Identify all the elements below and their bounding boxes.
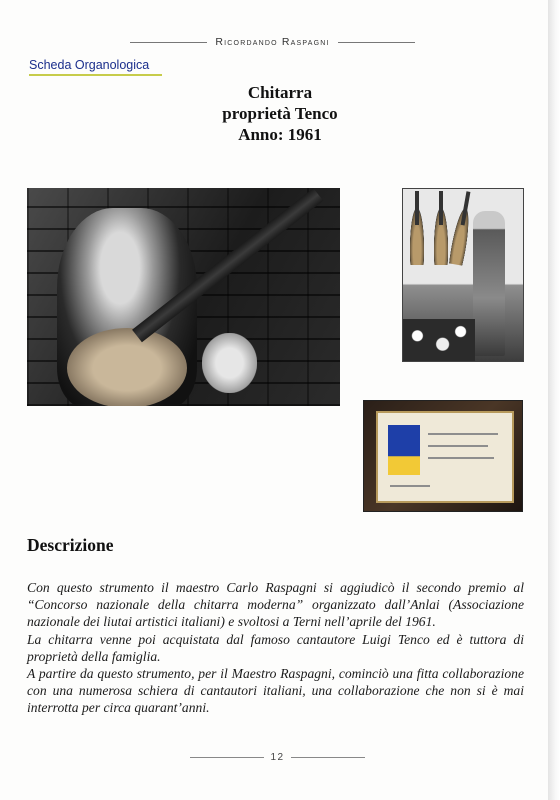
description-paragraph: La chitarra venne poi acquistata dal famoso cantautore Luigi Tenco ed è tuttora di proprietà della famiglia. (27, 631, 524, 664)
photo-guitar-exhibit (402, 188, 524, 362)
header-rule-right (338, 42, 415, 43)
running-header (130, 36, 415, 48)
diploma-text-line (428, 445, 488, 447)
running-title: Ricordando Raspagni (215, 36, 330, 48)
diploma-paper (376, 411, 514, 503)
description-paragraph: Con questo strumento il maestro Carlo Raspagni si aggiudicò il secondo premio al “Concorso nazionale della chitarra moderna” organizzato dall’Anlai (Associazione nazionale dei liutai artistici italiani) e svoltosi a Terni nell’aprile del 1961. (27, 580, 524, 630)
diploma-poster (388, 425, 420, 475)
header-rule-left (130, 42, 207, 43)
page-footer (190, 752, 365, 763)
standing-man (473, 211, 505, 356)
page-edge (548, 0, 560, 800)
photo-framed-diploma (363, 400, 523, 512)
description-paragraph: A partire da questo strumento, per il Maestro Raspagni, cominciò una fitta collaborazione con una numerosa schiera di cantautori italiani, una collaborazione che non si è mai interrotta per circa quarant’anni. (27, 666, 524, 716)
title-line-1: Chitarra (247, 83, 313, 102)
fretting-hand (202, 333, 257, 393)
photo-guitarist-playing (27, 188, 340, 406)
displayed-guitar (433, 203, 449, 265)
footer-rule-left (190, 757, 264, 758)
description-body (27, 579, 524, 717)
diploma-text-line (428, 433, 498, 435)
displayed-guitar (448, 202, 475, 266)
diploma-text-line (428, 457, 494, 459)
diploma-text-line (390, 485, 430, 487)
page-number: 12 (270, 752, 285, 763)
description-heading: Descrizione (27, 535, 114, 555)
guitar-body (67, 328, 187, 406)
flower-arrangement (403, 319, 475, 361)
displayed-guitar (409, 203, 425, 265)
title-line-2: proprietà Tenco (222, 104, 338, 123)
section-tag: Scheda Organologica (29, 56, 162, 76)
footer-rule-right (291, 757, 365, 758)
document-title (150, 82, 410, 145)
title-line-3: Anno: 1961 (238, 125, 322, 144)
